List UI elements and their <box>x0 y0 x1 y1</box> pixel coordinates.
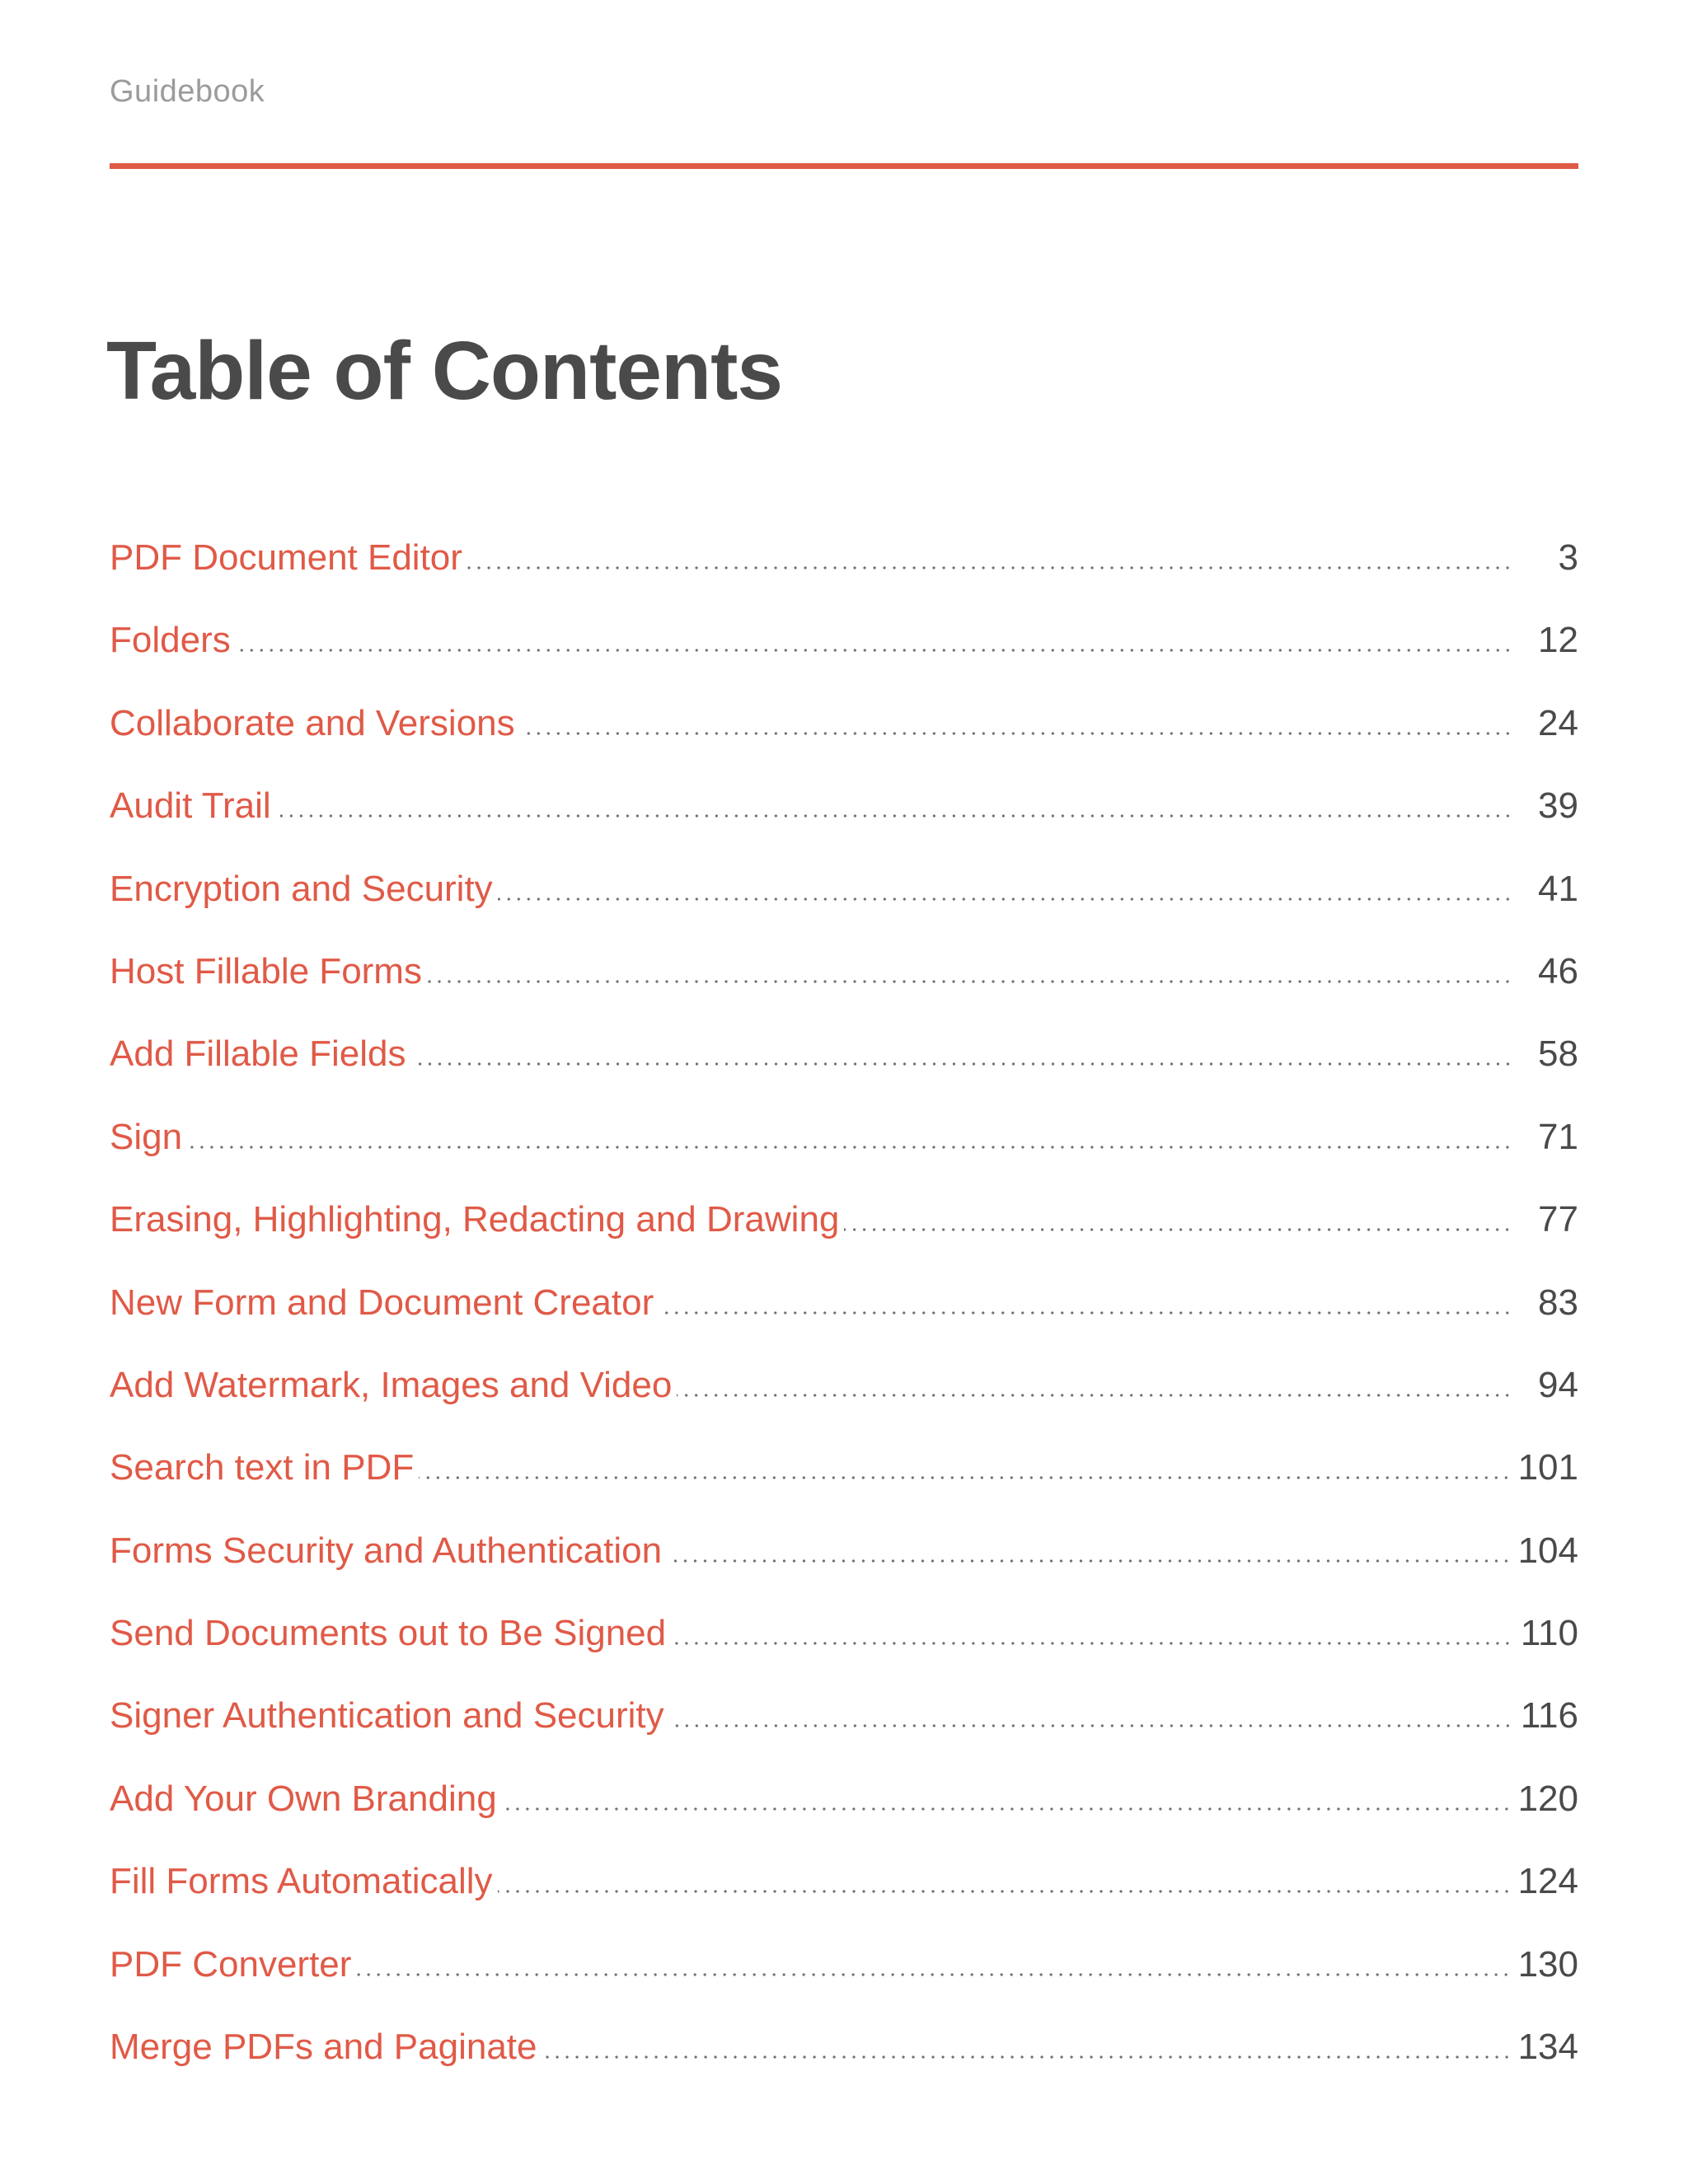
toc-entry-page-number: 130 <box>1517 1943 1578 1985</box>
dot-leader <box>276 814 1512 818</box>
toc-entry-title[interactable]: Fill Forms Automatically <box>110 1861 493 1902</box>
dot-leader <box>419 1476 1511 1479</box>
toc-entry-title[interactable]: Audit Trail <box>110 785 271 827</box>
toc-entry[interactable] <box>110 863 1578 945</box>
toc-entry-title[interactable]: Merge PDFs and Paginate <box>110 2027 537 2068</box>
toc-entry-page-number: 77 <box>1538 1199 1578 1240</box>
toc-entry[interactable] <box>110 1855 1578 1938</box>
toc-entry-title[interactable]: Add Fillable Fields <box>110 1033 406 1075</box>
toc-entry[interactable] <box>110 2021 1578 2103</box>
toc-entry[interactable] <box>110 1938 1578 2021</box>
toc-entry-page-number: 110 <box>1520 1613 1578 1654</box>
toc-entry[interactable] <box>110 945 1578 1028</box>
toc-entry[interactable] <box>110 1525 1578 1607</box>
toc-entry[interactable] <box>110 1193 1578 1276</box>
dot-leader <box>502 1807 1512 1811</box>
toc-entry-page-number: 120 <box>1517 1778 1578 1819</box>
toc-entry[interactable] <box>110 1441 1578 1524</box>
toc-entry-title[interactable]: Collaborate and Versions <box>110 702 515 743</box>
dot-leader <box>467 566 1512 569</box>
toc-entry-page-number: 39 <box>1538 785 1578 827</box>
dot-leader <box>667 1559 1511 1563</box>
page <box>106 0 1578 2184</box>
toc-entry-title[interactable]: PDF Converter <box>110 1943 352 1985</box>
toc-entry-title[interactable]: New Form and Document Creator <box>110 1282 654 1323</box>
toc-entry-page-number: 46 <box>1538 950 1578 991</box>
toc-entry-page-number: 12 <box>1538 620 1578 661</box>
toc-entry[interactable] <box>110 532 1578 614</box>
dot-leader <box>844 1228 1512 1231</box>
dot-leader <box>411 1062 1513 1066</box>
toc-entry-page-number: 116 <box>1520 1695 1578 1736</box>
toc-entry-page-number: 58 <box>1538 1033 1578 1075</box>
toc-entry-page-number: 3 <box>1558 537 1578 578</box>
toc-entry[interactable] <box>110 1607 1578 1690</box>
dot-leader <box>187 1146 1512 1149</box>
toc-entry[interactable] <box>110 1111 1578 1193</box>
toc-entry-title[interactable]: Send Documents out to Be Signed <box>110 1613 667 1654</box>
toc-entry-title[interactable]: Add Watermark, Images and Video <box>110 1364 673 1405</box>
toc-entry-title[interactable]: Folders <box>110 620 231 661</box>
toc-entry-page-number: 101 <box>1517 1447 1578 1488</box>
dot-leader <box>498 1890 1512 1893</box>
toc-entry[interactable] <box>110 1028 1578 1110</box>
dot-leader <box>236 649 1512 652</box>
toc-entry-title[interactable]: Encryption and Security <box>110 868 493 909</box>
toc-entry-title[interactable]: Host Fillable Forms <box>110 950 422 991</box>
dot-leader <box>677 1394 1512 1397</box>
page-title: Table of Contents <box>106 325 783 417</box>
dot-leader <box>427 980 1512 983</box>
toc-entry-page-number: 24 <box>1538 702 1578 743</box>
table-of-contents <box>110 532 1578 2103</box>
header-rule <box>110 163 1578 169</box>
dot-leader <box>356 1973 1511 1976</box>
dot-leader <box>669 1724 1512 1727</box>
toc-entry[interactable] <box>110 780 1578 862</box>
toc-entry-title[interactable]: Erasing, Highlighting, Redacting and Drawing <box>110 1199 840 1240</box>
toc-entry[interactable] <box>110 697 1578 780</box>
toc-entry-page-number: 71 <box>1538 1116 1578 1157</box>
toc-entry-page-number: 94 <box>1538 1364 1578 1405</box>
toc-entry-page-number: 124 <box>1517 1861 1578 1902</box>
toc-entry-title[interactable]: Search text in PDF <box>110 1447 415 1488</box>
toc-entry[interactable] <box>110 614 1578 696</box>
dot-leader <box>520 732 1512 735</box>
dot-leader <box>498 898 1512 901</box>
toc-entry-title[interactable]: Forms Security and Authentication <box>110 1530 663 1571</box>
toc-entry-page-number: 41 <box>1538 868 1578 909</box>
toc-entry-title[interactable]: Signer Authentication and Security <box>110 1695 664 1736</box>
toc-entry-title[interactable]: PDF Document Editor <box>110 537 462 578</box>
toc-entry-page-number: 134 <box>1517 2027 1578 2068</box>
toc-entry-page-number: 104 <box>1517 1530 1578 1571</box>
dot-leader <box>542 2055 1512 2059</box>
toc-entry[interactable] <box>110 1277 1578 1359</box>
toc-entry[interactable] <box>110 1690 1578 1772</box>
toc-entry[interactable] <box>110 1773 1578 1855</box>
toc-entry-title[interactable]: Sign <box>110 1116 183 1157</box>
toc-entry[interactable] <box>110 1359 1578 1441</box>
dot-leader <box>671 1642 1512 1645</box>
toc-entry-title[interactable]: Add Your Own Branding <box>110 1778 497 1819</box>
toc-entry-page-number: 83 <box>1538 1282 1578 1323</box>
running-head: Guidebook <box>110 74 265 109</box>
dot-leader <box>659 1311 1512 1315</box>
